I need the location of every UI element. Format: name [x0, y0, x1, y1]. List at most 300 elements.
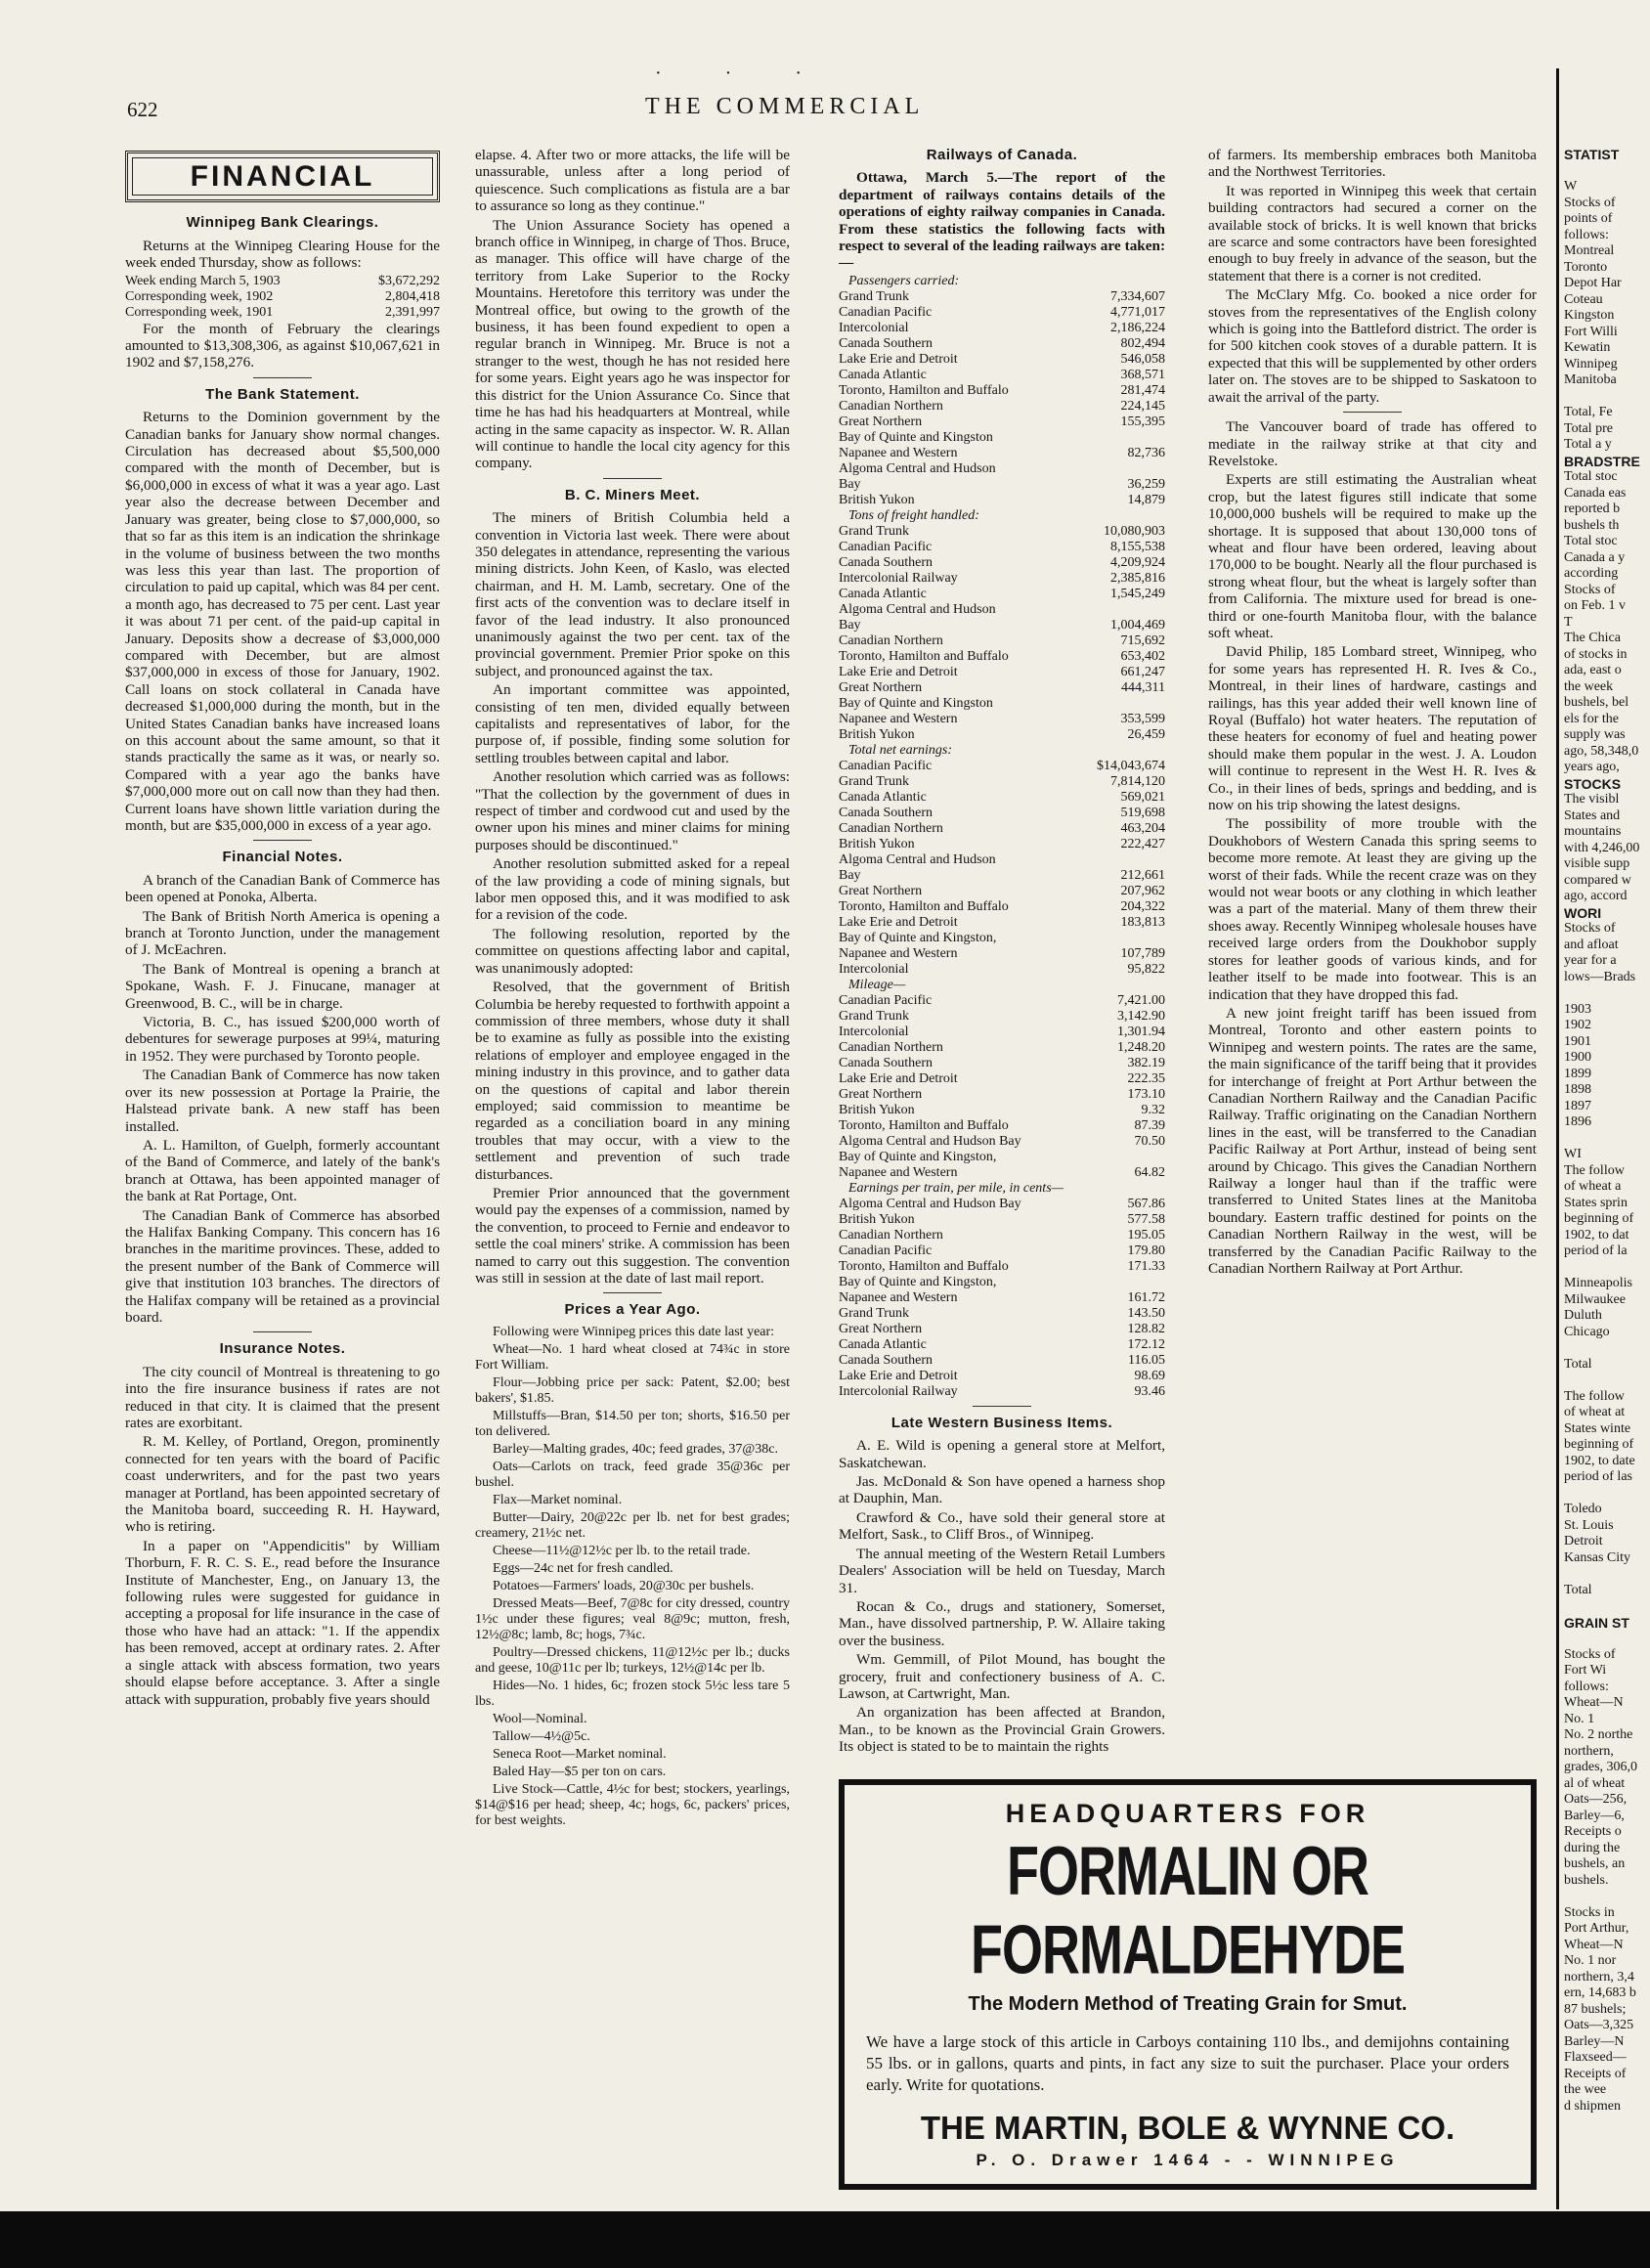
railway-name: Napanee and Western — [839, 711, 958, 726]
paragraph: Baled Hay—$5 per ton on cars. — [493, 1764, 667, 1779]
table-row — [839, 414, 1165, 430]
table-section-title: Passengers carried: — [848, 273, 960, 288]
paragraph: Potatoes—Farmers' loads, 20@30c per bushels. — [493, 1578, 755, 1593]
railway-name: Intercolonial — [839, 961, 909, 977]
paragraph: Poultry—Dressed chickens, 11@12½c per lb.; ducks and geese, 10@11c per lb; turkeys, 12½@14c per lb. — [475, 1644, 790, 1676]
row-label: Week ending March 5, 1903 — [125, 273, 281, 288]
railway-name: Canada Southern — [839, 554, 934, 570]
fragment-line — [1564, 163, 1650, 180]
fragment-line: ago, accord — [1564, 889, 1628, 903]
fragment-line: Total stoc — [1564, 534, 1618, 548]
fragment-line — [1564, 1566, 1650, 1583]
railway-value: 1,004,469 — [1110, 617, 1165, 632]
fragment-line: Total a y — [1564, 437, 1612, 452]
railway-name: British Yukon — [839, 492, 915, 507]
table-row — [839, 555, 1165, 571]
fragment-line: northern, — [1564, 1743, 1614, 1759]
paragraph: The Bank of British North America is opening a branch at Toronto Junction, under the management of J. McEachren. — [125, 907, 440, 959]
fragment-line: els for the — [1564, 711, 1619, 726]
fragment-line — [1564, 1486, 1650, 1503]
railway-value: 155,395 — [1120, 414, 1165, 429]
fragment-line: bushels. — [1564, 1872, 1609, 1888]
ad-address: P. O. Drawer 1464 - - WINNIPEG — [976, 2151, 1400, 2169]
railway-value: 7,421.00 — [1117, 992, 1165, 1008]
railway-statistics-table — [839, 274, 1165, 1400]
fragment-line: follows: — [1564, 227, 1609, 242]
column-railways — [839, 147, 1165, 1765]
railway-name: Canadian Pacific — [839, 1243, 933, 1258]
table-row — [839, 399, 1165, 414]
fragment-line: compared w — [1564, 872, 1631, 888]
railway-value: 546,058 — [1120, 351, 1165, 367]
fragment-line: Barley—N — [1564, 2033, 1625, 2049]
paragraph: Another resolution submitted asked for a repeal of the law providing a code of mining signals, but labor men opposed this, and it was modified to ask for a revision of the code. — [475, 855, 790, 924]
railway-value: 222,427 — [1120, 836, 1165, 851]
fragment-line: Stocks of — [1564, 921, 1616, 936]
ad-headline: HEADQUARTERS FOR — [1005, 1799, 1370, 1828]
railway-value: 183,813 — [1120, 914, 1165, 930]
fragment-line: Toronto — [1564, 259, 1608, 275]
paragraph: A. E. Wild is opening a general store at Melfort, Saskatchewan. — [839, 1437, 1165, 1471]
railway-name: Bay — [839, 617, 861, 632]
fragment-line: Canada a y — [1564, 549, 1626, 565]
table-row — [839, 1150, 1165, 1165]
railway-value: 87.39 — [1134, 1117, 1165, 1133]
fragment-line: Receipts of — [1564, 2066, 1627, 2081]
railway-value: $14,043,674 — [1097, 758, 1165, 773]
fragment-line: ada, east o — [1564, 663, 1622, 677]
fragment-line: Depot Har — [1564, 276, 1622, 290]
railway-name: Canada Atlantic — [839, 586, 927, 601]
fragment-line: period of las — [1564, 1469, 1632, 1484]
table-row — [839, 1197, 1165, 1212]
railway-value: 173.10 — [1127, 1086, 1165, 1102]
railway-name: Bay of Quinte and Kingston, — [839, 930, 997, 945]
railway-name: Lake Erie and Detroit — [839, 1070, 958, 1086]
heading-miners: B. C. Miners Meet. — [564, 486, 701, 503]
row-label: Corresponding week, 1902 — [125, 288, 274, 304]
fragment-line: Toledo — [1564, 1502, 1602, 1516]
fragment-line: No. 2 northe — [1564, 1727, 1633, 1742]
fragment-line: The Chica — [1564, 631, 1621, 645]
fragment-line: States and — [1564, 807, 1621, 823]
fragment-line — [1564, 1340, 1650, 1357]
print-marks: · · · — [655, 63, 831, 84]
fragment-line: Flaxseed— — [1564, 2050, 1627, 2065]
railway-name: Bay of Quinte and Kingston, — [839, 1149, 997, 1164]
table-row — [839, 587, 1165, 602]
paragraph: Returns to the Dominion government by the Canadian banks for January show normal changes. Circulation has decreased about $5,500,000 compared with the month of December, but is $6,000,000 in excess of what it was a year ago. Last year also the decrease between December and January was greater, being close to $7,000,000, so that so far as this item is an indication the shrinkage in the volume of business between the two months was less this year than last. The proportion of circulation to paid up capital, which was 84 per cent. a month ago, has decreased to 75 per cent. Last year it was about 71 per cent. of the paid-up capital in January. Deposits show a decrease of $3,000,000 compared with December, but are almost $37,000,000 in excess of those for January, 1902. Call loans on stock collateral in Canada have decreased $1,000,000 during the month, but in the United States Canadian banks have increased loans on this account about the same amount, so that it stands practically the same as it was, or nearly so. Compared with a year ago the banks have $7,000,000 more out on call now than they had then. Current loans have shown little variation during the month, but are $35,000,000 in excess of a year ago. — [125, 409, 440, 834]
fragment-line: Minneapolis — [1564, 1276, 1632, 1290]
railway-name: Grand Trunk — [839, 1305, 909, 1321]
page-gutter-line — [1556, 68, 1559, 2209]
fragment-line: BRADSTRE — [1564, 453, 1640, 469]
table-row — [839, 790, 1165, 806]
railway-name: Bay of Quinte and Kingston, — [839, 1274, 997, 1289]
table-row — [839, 289, 1165, 305]
railway-value: 519,698 — [1120, 805, 1165, 820]
fragment-line: Milwaukee — [1564, 1291, 1626, 1307]
paragraph: For the month of February the clearings amounted to $13,308,306, as against $10,067,621 in 1902 and $7,158,276. — [125, 320, 440, 371]
railway-value: 14,879 — [1127, 492, 1165, 507]
fragment-line: Canada eas — [1564, 485, 1627, 501]
clearings-row — [125, 305, 440, 321]
table-row — [839, 602, 1165, 618]
table-row — [839, 1322, 1165, 1337]
fragment-line: Stocks in — [1564, 1904, 1615, 1920]
ad-product-name: FORMALIN OR FORMALDEHYDE — [971, 1833, 1405, 1989]
paragraph: The Vancouver board of trade has offered to mediate in the railway strike at that city and Revelstoke. — [1208, 418, 1537, 469]
railway-name: Great Northern — [839, 883, 923, 898]
railway-name: Great Northern — [839, 414, 923, 429]
fragment-line: 1903 — [1564, 1001, 1591, 1017]
railway-value — [1076, 430, 1165, 446]
railway-value: 93.46 — [1134, 1383, 1165, 1399]
fragment-line: ern, 14,683 b — [1564, 1985, 1636, 2000]
fragment-line: d shipmen — [1564, 2098, 1621, 2114]
financial-section-box — [125, 151, 440, 202]
railway-value: 653,402 — [1120, 648, 1165, 664]
railway-name: Algoma Central and Hudson Bay — [839, 1196, 1021, 1211]
paragraph: Live Stock—Cattle, 4½c for best; stockers, yearlings, $14@$16 per head; sheep, 4c; hogs, 6c, packers' prices, for best weights. — [475, 1781, 790, 1828]
railway-value — [1076, 461, 1165, 477]
table-row — [839, 540, 1165, 555]
table-row — [839, 1353, 1165, 1369]
paragraph: Returns at the Winnipeg Clearing House for the week ended Thursday, show as follows: — [125, 237, 440, 272]
fragment-line: No. 1 — [1564, 1711, 1595, 1726]
railway-name: Grand Trunk — [839, 773, 909, 789]
fragment-line: Wheat—N — [1564, 1937, 1624, 1952]
clearings-table — [125, 274, 440, 321]
fragment-line: bushels, an — [1564, 1856, 1626, 1871]
table-row — [839, 1306, 1165, 1322]
fragment-line — [1564, 1373, 1650, 1389]
table-row — [839, 868, 1165, 884]
table-row — [839, 899, 1165, 915]
ad-tagline: The Modern Method of Treating Grain for Smut. — [968, 1993, 1408, 2015]
table-row — [839, 649, 1165, 665]
fragment-line: STATIST — [1564, 147, 1620, 162]
fragment-line: Oats—3,325 — [1564, 2018, 1634, 2032]
railway-value: 171.33 — [1127, 1258, 1165, 1274]
heading-financial-notes: Financial Notes. — [222, 849, 343, 866]
fragment-line: Wheat—N — [1564, 1695, 1624, 1710]
railway-value: 2,385,816 — [1110, 570, 1165, 586]
table-row — [839, 1134, 1165, 1150]
railway-value: 161.72 — [1127, 1289, 1165, 1305]
fragment-line: The visibl — [1564, 792, 1620, 807]
railway-value: 4,771,017 — [1110, 304, 1165, 320]
railway-value: 222.35 — [1127, 1070, 1165, 1086]
table-row — [839, 915, 1165, 931]
fragment-line: WORI — [1564, 904, 1602, 921]
table-row — [839, 477, 1165, 493]
table-row — [839, 1165, 1165, 1181]
railway-name: Intercolonial — [839, 1024, 909, 1039]
fragment-line: Port Arthur, — [1564, 1921, 1629, 1936]
table-row — [839, 352, 1165, 368]
railway-value — [1076, 852, 1165, 868]
publication-title: THE COMMERCIAL — [645, 94, 925, 119]
railway-name: Canadian Pacific — [839, 304, 933, 320]
paragraph: The Canadian Bank of Commerce has absorbed the Halifax Banking Company. This concern has 16 branches in the maritime provinces. These, added to the present number of the Bank of Commerce will give that institution 103 branches. The directors of the Halifax company will be retained as a provincial board. — [125, 1206, 440, 1326]
railway-value: 195.05 — [1127, 1227, 1165, 1243]
row-value: 2,804,418 — [385, 288, 440, 304]
fragment-line: with 4,246,00 — [1564, 840, 1640, 855]
column-insurance-miners — [475, 147, 790, 2219]
table-row — [839, 1009, 1165, 1025]
paragraph: In a paper on "Appendicitis" by William Thorburn, F. R. C. S. E., read before the Insurance Institute of Manchester, Eng., on January 13, the following rules were suggested for guidance in accepting a proposal for life insurance in the case of those who have had an attack: "1. If the appendix has been removed, accept at ordinary rates. 2. After a single attack with abscess formation, two years should elapse before acceptance. 3. After a single attack with suppuration, probably five years should — [125, 1537, 440, 1708]
paragraph: Premier Prior announced that the government would pay the expenses of a commission, named by the convention, to proceed to Fernie and endeavor to settle the coal miners' strike. A commission has been named to carry out this suggestion. The convention was still in session at the date of last mail report. — [475, 1184, 790, 1287]
fragment-line: Fort Wi — [1564, 1663, 1607, 1678]
railway-name: Toronto, Hamilton and Buffalo — [839, 382, 1009, 398]
fragment-line: points of — [1564, 211, 1613, 226]
railway-name: Canada Southern — [839, 335, 934, 351]
table-row — [839, 493, 1165, 508]
table-row — [839, 1259, 1165, 1275]
table-row — [839, 618, 1165, 633]
fragment-line: years ago, — [1564, 760, 1620, 774]
railway-name: Intercolonial Railway — [839, 1383, 958, 1399]
railway-name: Algoma Central and Hudson Bay — [839, 1133, 1021, 1149]
row-label: Corresponding week, 1901 — [125, 304, 274, 320]
ad-body: We have a large stock of this article in Carboys containing 110 lbs., and demijohns containing 55 lbs. or in gallons, quarts and pints, in fact any size to suit the purchaser. Place your orders early. Write for quotations. — [866, 2032, 1509, 2094]
paragraph: R. M. Kelley, of Portland, Oregon, prominently connected for ten years with the board of Pacific coast underwriters, and for the past two years manager at Portland, has been appointed secretary of the Manitoba board, succeeding R. H. Hayward, who is retiring. — [125, 1433, 440, 1536]
railway-name: Grand Trunk — [839, 523, 909, 539]
table-row — [839, 1243, 1165, 1259]
table-row — [839, 806, 1165, 821]
railway-value: 569,021 — [1120, 789, 1165, 805]
paragraph: Seneca Root—Market nominal. — [493, 1746, 667, 1762]
paragraph: The annual meeting of the Western Retail Lumbers Dealers' Association will be held on Tuesday, March 31. — [839, 1545, 1165, 1596]
table-row — [839, 1337, 1165, 1353]
page-number: 622 — [127, 98, 158, 121]
railway-name: Napanee and Western — [839, 1289, 958, 1305]
section-title: FINANCIAL — [132, 157, 433, 196]
railway-name: British Yukon — [839, 1211, 915, 1227]
formalin-advertisement — [839, 1779, 1537, 2190]
paragraph: The Bank of Montreal is opening a branch at Spokane, Wash. F. J. Finucane, manager at Greenwood, B. C., will be in charge. — [125, 960, 440, 1012]
table-section-title: Total net earnings: — [848, 742, 953, 758]
fragment-line: reported b — [1564, 502, 1621, 516]
row-value: $3,672,292 — [378, 273, 440, 288]
fragment-line: STOCKS — [1564, 775, 1622, 792]
paragraph: Following were Winnipeg prices this date last year: — [493, 1324, 775, 1339]
fragment-line: the wee — [1564, 2082, 1607, 2097]
fragment-line: year for a — [1564, 953, 1617, 968]
paragraph: of farmers. Its membership embraces both Manitoba and the Northwest Territories. — [1208, 147, 1537, 181]
fragment-line: Fort Willi — [1564, 324, 1618, 339]
fragment-line: 1899 — [1564, 1066, 1591, 1081]
fragment-line: 1902 — [1564, 1018, 1591, 1032]
railway-name: Canadian Pacific — [839, 758, 933, 773]
railway-value: 179.80 — [1127, 1243, 1165, 1258]
fragment-line: 1902, to dat — [1564, 1227, 1629, 1243]
table-row — [839, 321, 1165, 336]
column-trade-news — [1208, 147, 1537, 1765]
table-row — [839, 712, 1165, 727]
table-row — [839, 852, 1165, 868]
fragment-line: bushels th — [1564, 517, 1620, 533]
paragraph: A new joint freight tariff has been issued from Montreal, Toronto and other eastern points to Winnipeg and western points. The rates are the same, the main significance of the tariff being that it provides for interchange of freight at Port Arthur between the Canadian Northern Railway and the Canadian Pacific Railway. Traffic originating on the Canadian Northern lines in the east, will be transferred to the Canadian Pacific Railway at Port Arthur, instead of being sent around by Chicago. This gives the Canadian Northern Railway a longer haul than if the traffic were transferred to United States lines at the Manitoba boundary. Eastern traffic destined for points on the Canadian Northern Railway in the west, will be transferred by the Canadian Pacific Railway to the Canadian Northern Railway at Port Arthur. — [1208, 1004, 1537, 1277]
divider — [253, 840, 312, 841]
railway-value: 98.69 — [1134, 1368, 1165, 1383]
fragment-line: visible supp — [1564, 856, 1630, 871]
table-row — [839, 759, 1165, 774]
railway-value: 143.50 — [1127, 1305, 1165, 1321]
scan-edge — [0, 2211, 1650, 2268]
paragraph: Butter—Dairy, 20@22c per lb. net for best grades; creamery, 21½c net. — [475, 1509, 790, 1541]
paragraph: Barley—Malting grades, 40c; feed grades, 37@38c. — [493, 1441, 779, 1457]
divider — [603, 478, 662, 479]
clearings-row — [125, 274, 440, 289]
table-row — [839, 336, 1165, 352]
railway-value: 661,247 — [1120, 664, 1165, 679]
table-row — [839, 1290, 1165, 1306]
railway-name: Toronto, Hamilton and Buffalo — [839, 1117, 1009, 1133]
fragment-line: Receipts o — [1564, 1824, 1622, 1839]
railway-name: Canada Southern — [839, 1055, 934, 1070]
fragment-line — [1564, 1631, 1650, 1647]
table-row — [839, 931, 1165, 946]
fragment-line: Kansas City — [1564, 1549, 1631, 1565]
fragment-line: beginning of — [1564, 1211, 1634, 1226]
fragment-line: Stocks of — [1564, 195, 1616, 210]
table-row — [839, 1384, 1165, 1400]
fragment-line: the week — [1564, 678, 1614, 694]
fragment-line: Oats—256, — [1564, 1792, 1628, 1807]
divider — [1343, 412, 1402, 413]
fragment-line: Total stoc — [1564, 469, 1618, 484]
railway-name: Toronto, Hamilton and Buffalo — [839, 898, 1009, 914]
paragraph: Wheat—No. 1 hard wheat closed at 74¾c in store Fort William. — [475, 1341, 790, 1373]
railway-value: 207,962 — [1120, 883, 1165, 898]
paragraph: Flour—Jobbing price per sack: Patent, $2.00; best bakers', $1.85. — [475, 1374, 790, 1406]
paragraph: Crawford & Co., have sold their general store at Melfort, Sask., to Cliff Bros., of Winnipeg. — [839, 1508, 1165, 1544]
divider — [973, 1406, 1031, 1407]
fragment-line: bushels, bel — [1564, 695, 1629, 710]
table-row — [839, 383, 1165, 399]
table-row — [839, 680, 1165, 696]
table-row — [839, 1212, 1165, 1228]
fragment-line: Montreal — [1564, 243, 1615, 258]
divider — [253, 1331, 312, 1332]
table-row — [839, 665, 1165, 680]
paragraph: Rocan & Co., drugs and stationery, Somerset, Man., have dissolved partnership, P. W. Allaire taking over the business. — [839, 1597, 1165, 1649]
paragraph: Eggs—24c net for fresh candled. — [493, 1560, 673, 1576]
table-row — [839, 774, 1165, 790]
railway-value — [1076, 931, 1165, 946]
table-row — [839, 633, 1165, 649]
divider — [253, 377, 312, 378]
railway-value: 2,186,224 — [1110, 320, 1165, 335]
railway-name: Algoma Central and Hudson — [839, 601, 996, 617]
railway-value: 281,474 — [1120, 382, 1165, 398]
railway-name: Canadian Northern — [839, 1039, 943, 1055]
fragment-line: Barley—6, — [1564, 1808, 1625, 1823]
railway-name: Canada Atlantic — [839, 789, 927, 805]
table-row — [839, 962, 1165, 978]
table-row — [839, 884, 1165, 899]
table-row — [839, 524, 1165, 540]
railway-value: 10,080,903 — [1104, 523, 1165, 539]
paragraph: The Union Assurance Society has opened a branch office in Winnipeg, in charge of Thos. Bruce, as manager. This office will have charge of the territory from Lake Superior to the Rocky Mountains. Heretofore this territory was under the Montreal office, but owing to the growth of the business, it has been found expedient to open a regular branch in Winnipeg. Mr. Bruce is not a stranger to the west, though he has not resided here for some years. Eight years ago he was inspector for this district for the Union Assurance Co. Since that time he has had his headquarters at Montreal, while acting in the same capacity as inspector. W. R. Allan will continue to handle the local city agency for this company. — [475, 216, 790, 472]
railway-name: Canadian Northern — [839, 632, 943, 648]
fragment-line: St. Louis — [1564, 1517, 1614, 1533]
railway-name: Toronto, Hamilton and Buffalo — [839, 1258, 1009, 1274]
paragraph: The Canadian Bank of Commerce has now taken over its new possession at Portage la Prairie, the Halstead private bank. A new staff has been installed. — [125, 1067, 440, 1135]
fragment-line: The follow — [1564, 1388, 1625, 1404]
railway-value: 9.32 — [1141, 1102, 1165, 1117]
table-row — [839, 727, 1165, 743]
railway-name: Canadian Northern — [839, 1227, 943, 1243]
railway-value: 1,248.20 — [1117, 1039, 1165, 1055]
table-row — [839, 1103, 1165, 1118]
table-section-title: Mileage— — [848, 977, 906, 992]
paragraph: Flax—Market nominal. — [493, 1492, 623, 1507]
fragment-line: northern, 3,4 — [1564, 1969, 1634, 1984]
fragment-line: 1897 — [1564, 1098, 1591, 1113]
railway-name: Canada Southern — [839, 1352, 934, 1368]
railway-name: Canadian Pacific — [839, 992, 933, 1008]
clearings-row — [125, 289, 440, 305]
railway-value: 1,301.94 — [1117, 1024, 1165, 1039]
fragment-line: 1900 — [1564, 1050, 1591, 1065]
fragment-line: Kingston — [1564, 308, 1615, 323]
paragraph: Tallow—4½@5c. — [493, 1728, 590, 1744]
fragment-line — [1564, 1131, 1650, 1148]
heading-insurance-notes: Insurance Notes. — [219, 1340, 346, 1358]
table-row — [839, 1228, 1165, 1243]
table-row — [839, 1118, 1165, 1134]
fragment-line: Coteau — [1564, 291, 1603, 307]
railway-name: Lake Erie and Detroit — [839, 1368, 958, 1383]
heading-prices: Prices a Year Ago. — [564, 1301, 701, 1319]
railway-name: Canada Southern — [839, 805, 934, 820]
paragraph: The city council of Montreal is threatening to go into the fire insurance business if rates are not reduced in that city. It is claimed that the present rates are exorbitant. — [125, 1363, 440, 1431]
paragraph: An important committee was appointed, consisting of ten men, divided equally between capitalists and representatives of labor, for the purpose of, if possible, finding some solution for settling troubles between capital and labor. — [475, 681, 790, 766]
adjacent-page-fragment — [1564, 147, 1650, 2115]
railway-name: Lake Erie and Detroit — [839, 664, 958, 679]
fragment-line: and afloat — [1564, 937, 1619, 952]
railway-value: 368,571 — [1120, 367, 1165, 382]
fragment-line: 1898 — [1564, 1082, 1591, 1097]
fragment-line: States winte — [1564, 1420, 1631, 1436]
fragment-line: al of wheat — [1564, 1775, 1626, 1791]
table-row — [839, 821, 1165, 837]
railway-value — [1076, 602, 1165, 618]
railway-value — [1076, 1150, 1165, 1165]
paragraph: Resolved, that the government of British Columbia be hereby requested to forthwith appoint a commission of three members, whose duty it shall be to examine as fully as possible into the existing relations of employer and employee engaged in the mining industry in this province, and to gather data on the questions of capital and labor therein employed; said commission to meantime be regarded as a conciliation board in any mining troubles that may occur, with a view to the settlement and prevention of such trade disturbances. — [475, 979, 790, 1183]
table-row — [839, 1369, 1165, 1384]
paragraph: The following resolution, reported by the committee on questions affecting labor and capital, was unanimously adopted: — [475, 925, 790, 977]
paragraph: Ottawa, March 5.—The report of the department of railways contains details of the operations of eighty railway companies in Canada. From these statistics the following facts with respect to several of the leading railways are taken:— — [839, 169, 1165, 272]
fragment-line: Total — [1564, 1582, 1592, 1597]
railway-value: 82,736 — [1127, 445, 1165, 460]
fragment-line: W — [1564, 179, 1578, 194]
table-row — [839, 837, 1165, 852]
column-financial — [125, 147, 440, 2219]
fragment-line: Stocks of — [1564, 1646, 1616, 1662]
table-row — [839, 1275, 1165, 1290]
railway-name: Toronto, Hamilton and Buffalo — [839, 648, 1009, 664]
fragment-line: during the — [1564, 1840, 1621, 1855]
railway-name: Canadian Northern — [839, 398, 943, 414]
railway-value: 64.82 — [1134, 1164, 1165, 1180]
paragraph: David Philip, 185 Lombard street, Winnipeg, who for some years has represented H. R. Ives & Co., Montreal, in their lines of hardware, castings and railings, has this year added their well known line of Royal (Buffalo) hot water heaters. The reputation of these heaters for economy of fuel and heating power should make them popular in the west. J. A. Loudon will continue to represent in the West H. R. Ives & Co., in their lines of beds, springs and bedding, and is now on his trip showing the latest designs. — [1208, 643, 1537, 814]
fragment-line: Total, Fe — [1564, 405, 1613, 419]
railway-value: 26,459 — [1127, 726, 1165, 742]
